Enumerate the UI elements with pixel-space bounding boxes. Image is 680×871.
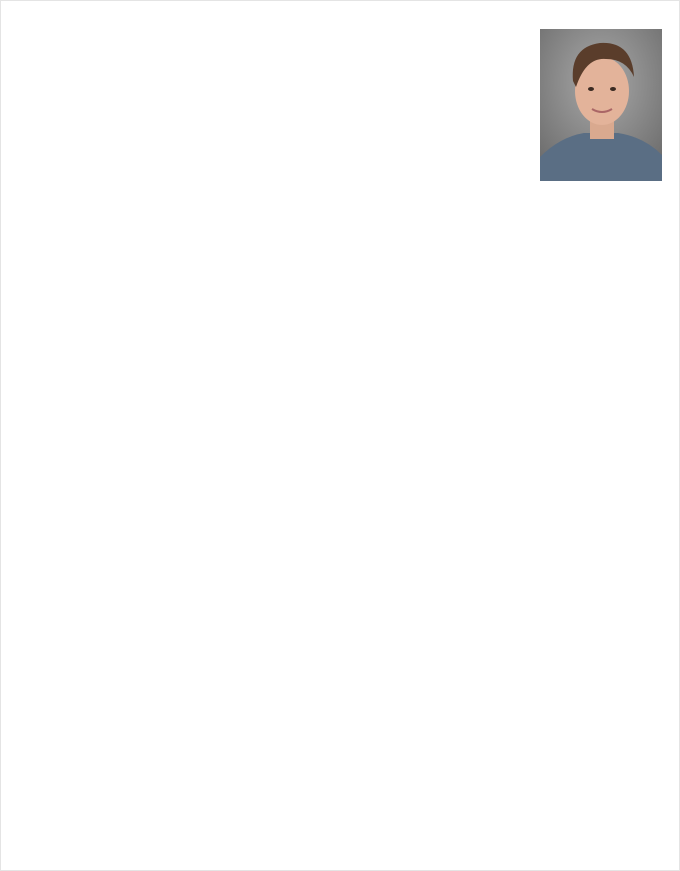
- email: [335, 153, 337, 165]
- vocal-range: [332, 169, 334, 181]
- headshot-photo: [540, 29, 662, 181]
- website: [253, 130, 255, 142]
- phone: [134, 153, 136, 165]
- height: [136, 169, 138, 181]
